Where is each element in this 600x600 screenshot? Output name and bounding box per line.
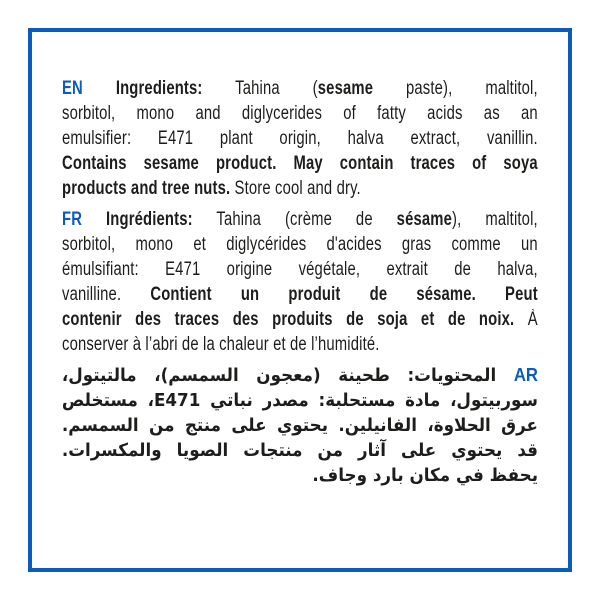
text-line [62,413,538,438]
text-line [62,282,538,307]
text-line [62,232,538,257]
text: sorbitol, mono et diglycérides d'acides gras comme un [62,234,538,255]
arabic-text: يحفظ في مكان بارد وجاف. [312,465,538,486]
text: paste), maltitol, [373,78,538,99]
bold-text: sésame [396,209,453,230]
text: conserver à l’abri de la chaleur et de l’humidité. [62,334,380,355]
bold-text: Contains sesame product. May contain traces of soya [62,153,538,174]
section-fr [62,207,538,357]
bold-text: sesame [317,78,374,99]
arabic-text: المحتويات: طحينة (معجون السمسم)، مالتيتول، [61,365,497,386]
text: Tahina (crème de [192,209,397,230]
text-line [62,307,538,332]
text-line [62,101,538,126]
text: Store cool and dry. [230,178,361,199]
text-line [62,151,538,176]
text-line [62,76,538,101]
bold-text: Ingrédients: [106,209,193,230]
text-line [62,126,538,151]
text: vanilline. [62,284,151,305]
text-line [62,463,538,488]
bold-text: products and tree nuts. [62,178,231,199]
arabic-text: عرق الحلاوة، الفانيلين. يحتوي على منتج من السمسم. [61,415,538,436]
bold-text: contenir des traces des produits de soja et de noix. [62,309,515,330]
ingredients-panel [62,76,538,488]
arabic-text: سوربيتول، مادة مستحلبة: مصدر نباتي E471، مستخلص [61,390,538,411]
text: emulsifier: E471 plant origin, halva extract, vanillin. [62,128,538,149]
section-ar [62,363,538,488]
text: À [514,309,538,330]
language-code: AR [513,365,538,385]
text: ), maltitol, [452,209,538,230]
arabic-text: قد يحتوي على آثار من منتجات الصويا والمكسرات. [61,440,538,461]
language-code: FR [62,209,83,230]
text-line [62,176,538,201]
text-line [62,438,538,463]
text-line [62,363,538,388]
language-code: EN [62,78,83,99]
text: Tahina ( [202,78,318,99]
section-en [62,76,538,201]
text-line [62,388,538,413]
bold-text: Contient un produit de sésame. Peut [150,284,538,305]
bold-text: Ingredients: [115,78,203,99]
text: émulsifiant: E471 origine végétale, extrait de halva, [62,259,538,280]
text-line [62,332,538,357]
text: sorbitol, mono and diglycerides of fatty acids as an [62,103,538,124]
text-line [62,207,538,232]
text-line [62,257,538,282]
